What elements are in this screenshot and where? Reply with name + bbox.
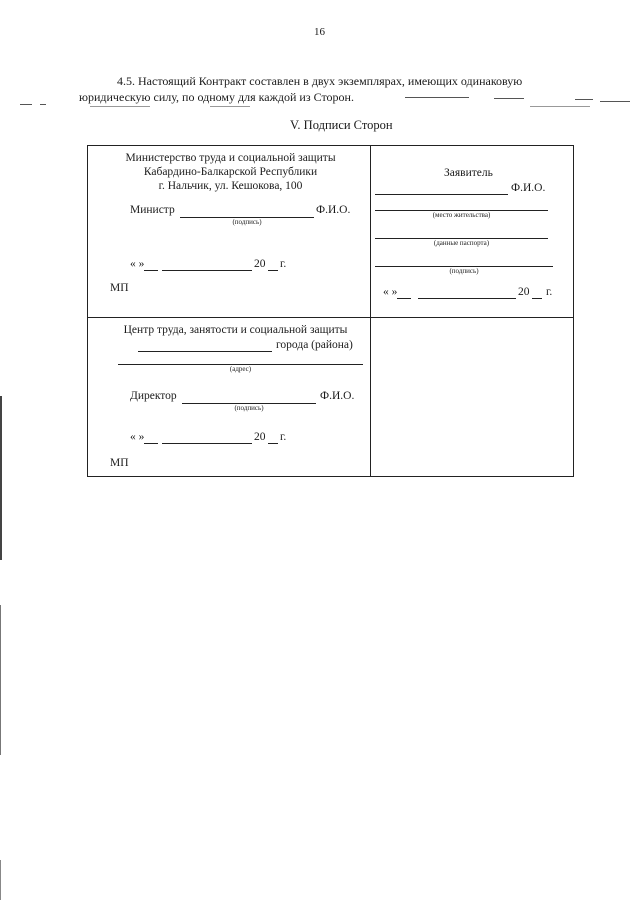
center-date-month-line: [162, 443, 252, 444]
applicant-fio-label: Ф.И.О.: [511, 182, 546, 194]
center-city-line: [138, 351, 272, 352]
scan-mark: [20, 104, 32, 105]
scan-mark: [40, 104, 46, 105]
center-seal-label: МП: [110, 457, 129, 469]
applicant-residence-caption: (место жительства): [432, 211, 491, 219]
ministry-date-month-line: [162, 270, 252, 271]
page-number: 16: [314, 26, 325, 38]
applicant-title: Заявитель: [444, 167, 493, 179]
applicant-passport-caption: (данные паспорта): [433, 239, 490, 247]
scan-mark: [575, 99, 593, 100]
scan-edge-artifact: [0, 396, 2, 560]
director-label: Директор: [130, 390, 177, 402]
applicant-date-day-line: [397, 298, 411, 299]
applicant-date-year: 20: [518, 286, 530, 298]
applicant-date-quotes: « »: [383, 286, 398, 298]
center-year-line: [268, 443, 278, 444]
minister-fio-label: Ф.И.О.: [316, 204, 351, 216]
minister-label: Министр: [130, 204, 175, 216]
ministry-address: г. Нальчик, ул. Кешокова, 100: [158, 180, 303, 192]
table-column-divider: [370, 146, 371, 476]
scan-mark: [210, 106, 250, 107]
minister-signature-caption: (подпись): [232, 218, 262, 226]
center-name: Центр труда, занятости и социальной защиты: [123, 324, 348, 336]
center-date-year: 20: [254, 431, 266, 443]
applicant-year-line: [532, 298, 542, 299]
table-row-divider: [88, 317, 573, 318]
applicant-date-suffix: г.: [546, 286, 553, 298]
applicant-date-month-line: [418, 298, 516, 299]
ministry-date-year: 20: [254, 258, 266, 270]
section-title: V. Подписи Сторон: [290, 118, 393, 132]
ministry-name-line-1: Министерство труда и социальной защиты: [125, 152, 336, 164]
scan-edge-artifact: [0, 605, 1, 755]
applicant-name-line: [375, 194, 508, 195]
scan-edge-artifact: [0, 860, 1, 900]
scan-mark: [494, 98, 524, 99]
center-address-caption: (адрес): [229, 365, 252, 373]
ministry-date-day-line: [144, 270, 158, 271]
center-city-label: города (района): [276, 339, 353, 351]
clause-4-5-line-1: 4.5. Настоящий Контракт составлен в двух экземплярах, имеющих одинаковую: [117, 74, 523, 88]
center-date-day-line: [144, 443, 158, 444]
scan-mark: [90, 106, 150, 107]
applicant-signature-caption: (подпись): [449, 267, 479, 275]
scan-mark: [600, 101, 630, 102]
ministry-seal-label: МП: [110, 282, 129, 294]
signatures-table: [87, 145, 574, 477]
scan-mark: [405, 97, 469, 98]
center-date-quotes: « »: [130, 431, 145, 443]
center-date-suffix: г.: [280, 431, 287, 443]
scan-mark: [530, 106, 590, 107]
ministry-date-suffix: г.: [280, 258, 287, 270]
ministry-name-line-2: Кабардино-Балкарской Республики: [143, 166, 318, 178]
director-fio-label: Ф.И.О.: [320, 390, 355, 402]
director-signature-caption: (подпись): [234, 404, 264, 412]
ministry-date-quotes: « »: [130, 258, 145, 270]
clause-4-5-line-2: юридическую силу, по одному для каждой из Сторон.: [79, 90, 354, 104]
ministry-year-line: [268, 270, 278, 271]
